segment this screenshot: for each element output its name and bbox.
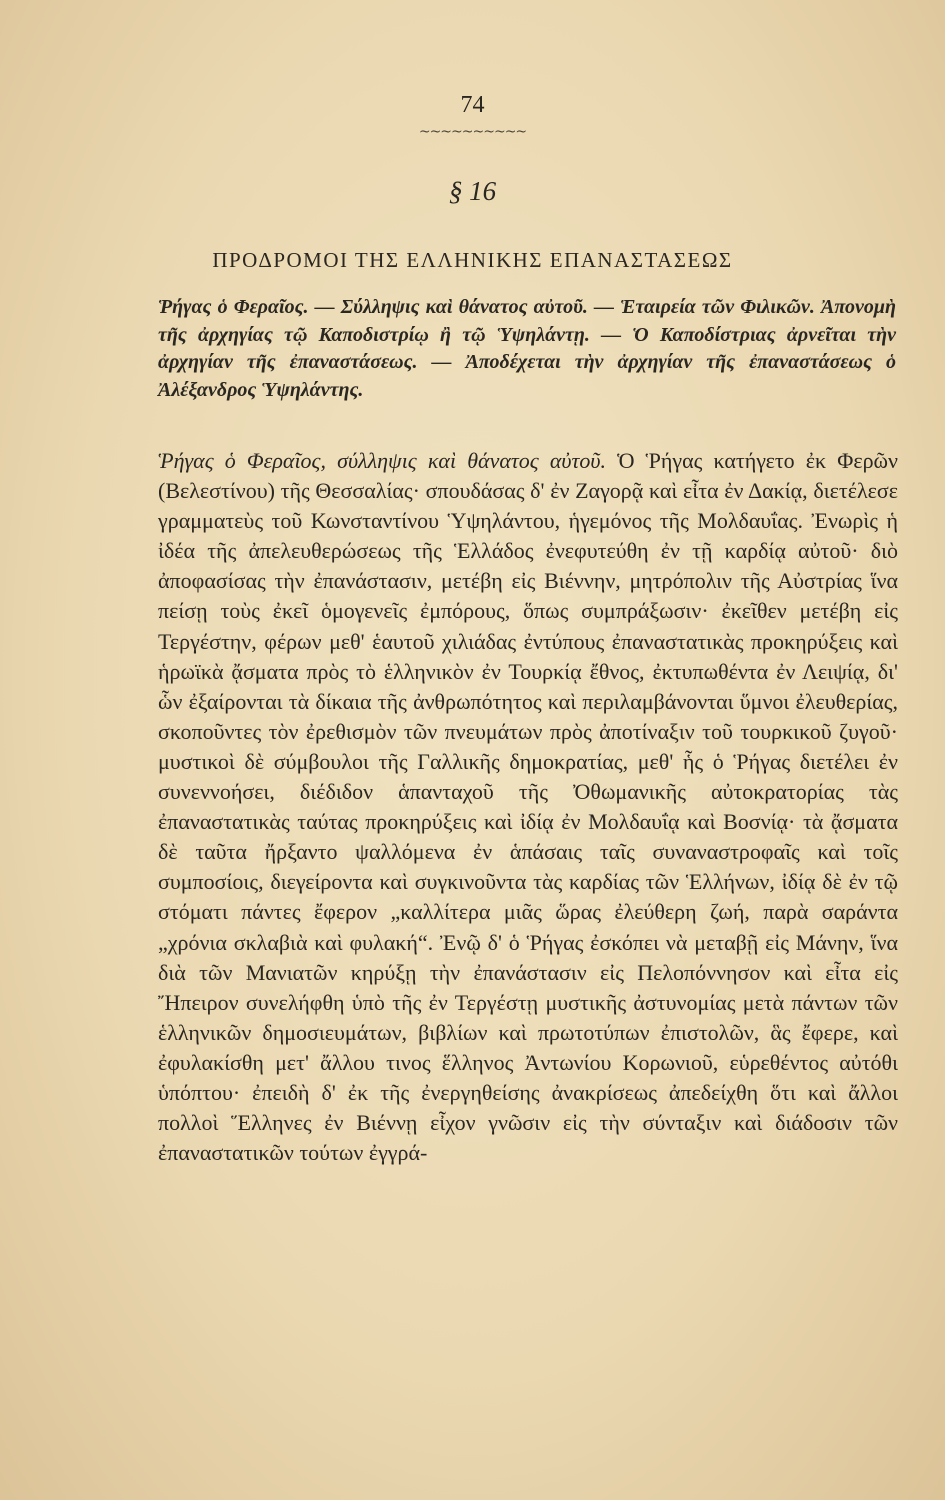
- chapter-heading: ΠΡΟΔΡΟΜΟΙ ΤΗΣ ΕΛΛΗΝΙΚΗΣ ΕΠΑΝΑΣΤΑΣΕΩΣ: [212, 248, 733, 272]
- page-number-ornament: ~~~~~~~~~~: [418, 124, 527, 140]
- page-number: 74: [460, 92, 485, 118]
- body-lead: Ῥήγας ὁ Φεραῖος, σύλληψις καὶ θάνατος αὐτοῦ.: [158, 448, 606, 473]
- section-number: § 16: [448, 176, 497, 206]
- body-paragraph: Ὁ Ῥήγας κατήγετο ἐκ Φερῶν (Βελεστίνου) τῆς Θεσσαλίας· σπουδάσας δ' ἐν Ζαγορᾷ καὶ εἶτα ἐν Δακίᾳ, διετέλεσε γραμματεὺς τοῦ Κωνσταντίνου Ὑψηλάντου, ἡγεμόνος τῆς Μολδαυΐας. Ἐνωρὶς ἡ ἰδέα τῆς ἀπελευθερώσεως τῆς Ἑλλάδος ἐνεφυτεύθη ἐν τῇ καρδίᾳ αὐτοῦ· διὸ ἀποφασίσας τὴν ἐπανάστασιν, μετέβη εἰς Βιέννην, μητρόπολιν τῆς Αὐστρίας ἵνα πείσῃ τοὺς ἐκεῖ ὁμογενεῖς ἐμπόρους, ὅπως συμπράξωσιν· ἐκεῖθεν μετέβη εἰς Τεργέστην, φέρων μεθ' ἑαυτοῦ χιλιάδας ἐντύπους ἐπαναστατικὰς προκηρύξεις καὶ ἡρωϊκὰ ᾄσματα πρὸς τὸ ἑλληνικὸν ἐν Τουρκίᾳ ἔθνος, ἐκτυπωθέντα ἐν Λειψίᾳ, δι' ὧν ἐξαίρονται τὰ δίκαια τῆς ἀνθρωπότητος καὶ περιλαμβάνονται ὕμνοι ἐλευθερίας, σκοποῦντες τὸν ἐρεθισμὸν τῶν πνευμάτων πρὸς ἀποτίναξιν τοῦ τουρκικοῦ ζυγοῦ· μυστικοὶ δὲ σύμβουλοι τῆς Γαλλικῆς δημοκρατίας, μεθ' ἧς ὁ Ῥήγας διετέλει ἐν συνεννοήσει, διέδιδον ἁπανταχοῦ τῆς Ὀθωμανικῆς αὐτοκρατορίας τὰς ἐπαναστατικὰς ταύτας προκηρύξεις καὶ ἰδίᾳ ἐν Μολδαυΐᾳ καὶ Βοσνίᾳ· τὰ ᾄσματα δὲ ταῦτα ἤρξαντο ψαλλόμενα ἐν ἁπάσαις ταῖς συναναστροφαῖς καὶ τοῖς συμποσίοις, διεγείροντα καὶ συγκινοῦντα τὰς καρδίας τῶν Ἑλλήνων, ἰδίᾳ δὲ ἐν τῷ στόματι πάντες ἔφερον „καλλίτερα μιᾶς ὥρας ἐλεύθερη ζωή, παρὰ σαράντα „χρόνια σκλαβιὰ καὶ φυλακή“. Ἐνῷ δ' ὁ Ῥήγας ἐσκόπει νὰ μεταβῇ εἰς Μάνην, ἵνα διὰ τῶν Μανιατῶν κηρύξῃ τὴν ἐπανάστασιν εἰς Πελοπόννησον καὶ εἶτα εἰς Ἤπειρον συνελήφθη ὑπὸ τῆς ἐν Τεργέστῃ μυστικῆς ἀστυνομίας μετὰ πάντων τῶν ἑλληνικῶν δημοσιευμάτων, βιβλίων καὶ πρωτοτύπων ἐπιστολῶν, ἃς ἔφερε, καὶ ἐφυλακίσθη μετ' ἄλλου τινος ἕλληνος Ἀντωνίου Κορωνιοῦ, εὑρεθέντος αὐτόθι ὑπόπτου· ἐπειδὴ δ' ἐκ τῆς ἐνεργηθείσης ἀνακρίσεως ἀπεδείχθη ὅτι καὶ ἄλλοι πολλοὶ Ἕλληνες ἐν Βιέννῃ εἶχον γνῶσιν εἰς τὴν σύνταξιν καὶ διάδοσιν τῶν ἐπαναστατικῶν τούτων ἐγγρά-: [158, 448, 898, 1166]
- chapter-summary: Ῥήγας ὁ Φεραῖος. — Σύλληψις καὶ θάνατος αὐτοῦ. — Ἑταιρεία τῶν Φιλικῶν. Ἀπονομὴ τῆς ἀρχηγίας τῷ Καποδιστρίῳ ἢ τῷ Ὑψηλάντῃ. — Ὁ Καποδίστριας ἀρνεῖται τὴν ἀρχηγίαν τῆς ἐπαναστάσεως. — Ἀποδέχεται τὴν ἀρχηγίαν τῆς ἐπαναστάσεως ὁ Ἀλέξανδρος Ὑψηλάντης.: [158, 296, 896, 401]
- body-text: [158, 446, 898, 1168]
